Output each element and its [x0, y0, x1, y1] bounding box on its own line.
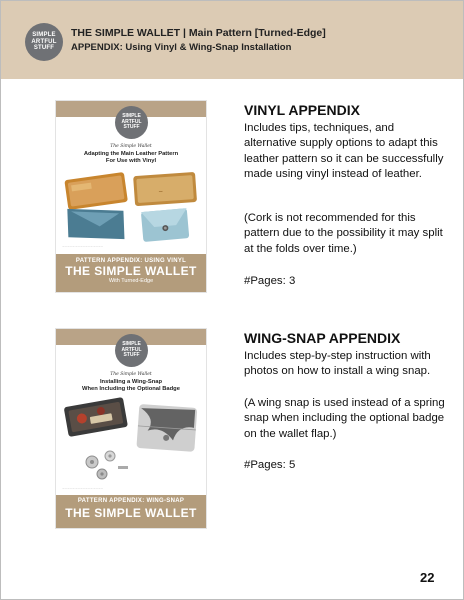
wing-snap-appendix-note: (A wing snap is used instead of a spring snap when including the optional badge on the wallet flap.) [244, 397, 445, 440]
logo-line: SIMPLE [32, 32, 56, 39]
cover-footnote-graphic: ......................................................... [62, 245, 104, 248]
cover-title-band [56, 495, 206, 529]
cover-band-subtitle: PATTERN APPENDIX: WING-SNAP [77, 498, 185, 504]
cover-script-title: The Simple Wallet [110, 144, 152, 149]
page-number: 22 [420, 570, 435, 585]
vinyl-appendix-note: (Cork is not recommended for this pattern due to the possibility it may split at the folds over time.) [244, 212, 443, 255]
page-header [1, 1, 463, 79]
cover-logo [115, 106, 148, 139]
wing-snap-appendix-heading: WING-SNAP APPENDIX [244, 330, 401, 346]
cover-script-title: The Simple Wallet [110, 372, 152, 377]
wing-snap-photo [56, 396, 207, 484]
logo-line: STUFF [123, 124, 140, 131]
logo-line: ARTFUL [31, 38, 57, 45]
brand-logo [25, 23, 63, 61]
logo-line: SIMPLE [122, 113, 141, 120]
svg-text:~: ~ [158, 188, 164, 196]
logo-line: SIMPLE [122, 341, 141, 348]
cover-title-line: Adapting the Main Leather Pattern [83, 151, 179, 157]
cover-title-line: Installing a Wing-Snap [99, 379, 163, 385]
cover-footnote-graphic: ......................................................... [62, 487, 104, 490]
header-title: THE SIMPLE WALLET | Main Pattern [Turned-Edge] [71, 27, 326, 39]
header-subtitle: APPENDIX: Using Vinyl & Wing-Snap Installation [71, 42, 292, 53]
cover-logo [115, 334, 148, 367]
wing-snap-appendix-description: Includes step-by-step instruction with photos on how to install a wing snap. [244, 350, 431, 378]
vinyl-wallets-photo [56, 168, 207, 243]
logo-line: STUFF [123, 352, 140, 359]
logo-line: ARTFUL [121, 118, 142, 125]
vinyl-appendix-page-count: #Pages: 3 [244, 275, 296, 287]
vinyl-appendix-heading: VINYL APPENDIX [244, 102, 360, 118]
cover-band-title: THE SIMPLE WALLET [65, 506, 197, 520]
cover-title-band [56, 254, 206, 293]
cover-band-subtitle: PATTERN APPENDIX: USING VINYL [75, 258, 187, 264]
cover-title-line: When Including the Optional Badge [82, 386, 180, 392]
cover-band-title: THE SIMPLE WALLET [65, 264, 197, 278]
vinyl-appendix-description: Includes tips, techniques, and alternative supply options to adapt this leather pattern so it can be successfully made using vinyl instead of leather. [244, 122, 444, 181]
cover-band-small: With Turned-Edge [108, 278, 154, 284]
wing-snap-appendix-cover-thumbnail [55, 328, 207, 529]
cover-title-line: For Use with Vinyl [105, 158, 157, 164]
wing-snap-appendix-page-count: #Pages: 5 [244, 459, 296, 471]
vinyl-appendix-cover-thumbnail [55, 100, 207, 293]
logo-line: STUFF [33, 45, 55, 52]
logo-line: ARTFUL [121, 346, 142, 353]
